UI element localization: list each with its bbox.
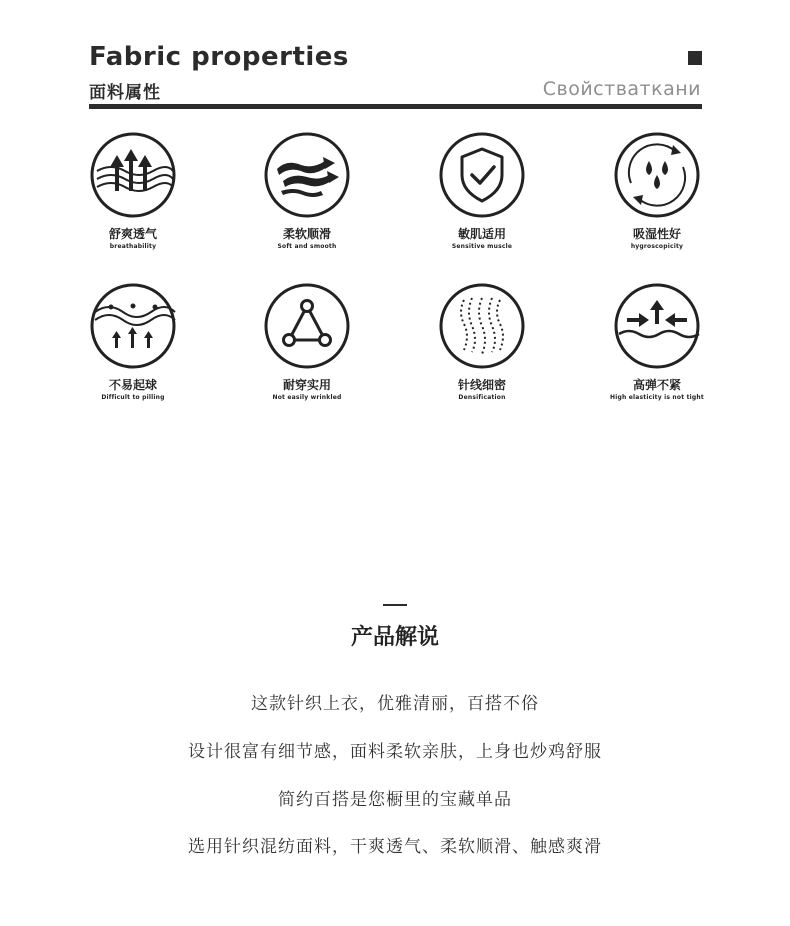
feature-label-en: Not easily wrinkled (272, 394, 342, 401)
description-line: 选用针织混纺面料，干爽透气、柔软顺滑、触感爽滑 (188, 837, 602, 857)
description-line: 这款针织上衣，优雅清丽，百搭不俗 (251, 694, 539, 714)
feature-label-cn: 舒爽透气 (108, 227, 157, 241)
shield-check-icon (438, 131, 526, 219)
feature-label-cn: 吸湿性好 (632, 227, 681, 241)
feature-label-cn: 敏肌适用 (457, 227, 506, 241)
page-title-en: Fabric properties (89, 42, 349, 72)
feature-label-en: High elasticity is not tight (610, 394, 704, 401)
feature-high-elasticity (577, 282, 737, 402)
feature-label-en: Densification (458, 394, 506, 401)
dense-weave-icon (438, 282, 526, 370)
feature-sensitive-skin (402, 131, 562, 251)
feature-soft-smooth (227, 131, 387, 251)
description-line: 设计很富有细节感，面料柔软亲肤，上身也炒鸡舒服 (188, 742, 602, 762)
anti-pilling-icon (89, 282, 177, 370)
triangle-icon (263, 282, 351, 370)
feature-label-cn: 耐穿实用 (282, 378, 331, 392)
breathable-icon (89, 131, 177, 219)
feature-label-en: hygroscopicity (630, 243, 684, 250)
feature-label-en: Soft and smooth (277, 243, 337, 250)
feature-durable (227, 282, 387, 402)
section-dash-decoration (383, 604, 407, 606)
page-title-cn: 面料属性 (89, 83, 161, 103)
feature-label-en: breathability (109, 243, 157, 250)
feature-label-cn: 柔软顺滑 (282, 227, 331, 241)
header-divider (89, 104, 702, 109)
feature-hygroscopicity (577, 131, 737, 251)
header-square-decoration (688, 51, 702, 65)
page-title-ru: Свойстваткани (542, 78, 701, 100)
feature-label-cn: 高弹不紧 (632, 378, 681, 392)
feature-breathability (53, 131, 213, 251)
feature-label-en: Difficult to pilling (101, 394, 165, 401)
feature-label-cn: 不易起球 (108, 378, 157, 392)
section-title: 产品解说 (350, 625, 439, 650)
feature-label-en: Sensitive muscle (451, 243, 513, 250)
description-line: 简约百搭是您橱里的宝藏单品 (278, 790, 512, 810)
feature-densification (402, 282, 562, 402)
feature-anti-pilling (53, 282, 213, 402)
elastic-arrows-icon (613, 282, 701, 370)
feature-label-cn: 针线细密 (457, 378, 506, 392)
water-drops-icon (613, 131, 701, 219)
soft-smooth-icon (263, 131, 351, 219)
